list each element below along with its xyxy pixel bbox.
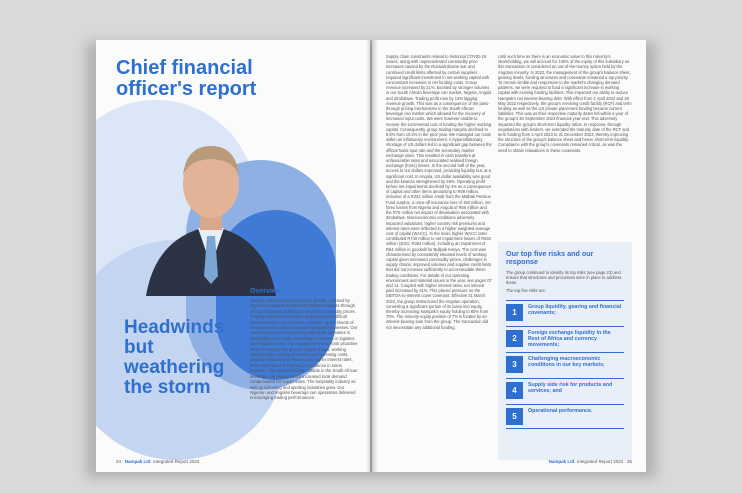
- risk-item: [506, 300, 624, 324]
- footer-report: Integrated Report 2022: [576, 459, 624, 464]
- risk-intro: The group continued to identify its top risks (see page 23) and ensure that structures and processes were in place to address these.: [506, 270, 622, 286]
- page-number: 34: [116, 459, 122, 464]
- risk-item: [506, 326, 624, 350]
- footer-company: Nampak Ltd: [124, 459, 151, 464]
- page-number: 35: [626, 459, 632, 464]
- risk-number: 5: [506, 408, 523, 425]
- footer-company: Nampak Ltd: [548, 459, 575, 464]
- risk-number: 3: [506, 356, 523, 373]
- right-column-text: Until such time as there is an economic value to this minority's shareholding, we will account for 100% of the equity of this subsidiary as this transaction is considered an out-of-the-money option held by the Angolan minority. In 2022, the management of the group's balance sheet, gearing levels, funding structures and covenants remained a top priority. To remain nimble and responsive to the market's changing demand patterns, we were required to fund a significant increase in working capital with existing funding facilities. This impacted our ability to reduce Nampak's net interest-bearing debt. With effect from 1 April 2022 and 28 May 2022 respectively, the group's revolving credit facility (RCF) and term funding as well as the US private placement funding became current liabilities. This was as their respective maturity dates fell within a year of the group's 30 September 2022 financial year-end. This adversely impacted the group's short-term liquidity ratios. In response, through negotiations with lenders, we extended the maturity date of the RCF and term funding from 1 April 2023 to 31 December 2023, thereby improving the structure of the group's balance sheet and hence short-term liquidity. Compliance with the group's covenants remained critical, as was the need to obtain relaxations in these covenants.: [498, 54, 632, 153]
- risk-item: [506, 404, 624, 429]
- risk-item: [506, 352, 624, 376]
- risk-text: Challenging macroeconomic conditions in our key markets;: [528, 356, 605, 368]
- risk-text: Group liquidity, gearing and financial covenants;: [528, 304, 622, 316]
- risk-item: [506, 378, 624, 402]
- risk-intro-list: The top five risks are:: [506, 288, 547, 293]
- risk-title: Our top five risks and our response: [506, 249, 594, 266]
- cfo-portrait: [136, 126, 286, 296]
- risk-text: Supply side risk for products and services; and: [528, 382, 613, 394]
- headline: Headwinds but weathering the storm: [124, 317, 225, 398]
- overview-heading: Overview: [250, 288, 282, 295]
- page-title: Chief financial officer's report: [116, 57, 257, 100]
- left-page: [96, 40, 370, 472]
- book-gutter: [366, 40, 378, 472]
- right-page: [372, 40, 646, 472]
- risk-text: Foreign exchange liquidity in the Rest of Africa and currency movements;: [528, 330, 611, 348]
- right-footer: [549, 459, 632, 464]
- risk-text: Operational performance.: [528, 408, 593, 414]
- risk-number: 1: [506, 304, 523, 321]
- left-footer: [116, 459, 199, 464]
- left-column-text: Supply chain constraints related to historical COVID-19 issues, along with unprecedented commodity price increases caused by the Russia/Ukraine war and continued credit limits affected by certain suppliers required significant investment in net working capital with concomitant increases in net funding costs. Group revenue increased by 21%, boosted by stronger volumes in our South African beverage can market, Nigeria, Angola and Zimbabwe. Trading profit rose by 13% lagging revenue growth. This was as a consequence of the pass-through pricing mechanisms in the South African beverage can market which allowed for the recovery of increased input costs. We were however unable to recover the incremental cost of funding the higher working capital. Consequently, group trading margins declined to 8.9% from 10.2% in the prior year. We managed our costs within an inflationary environment. A hyperinflationary shortage of US dollars led to a significant gap between the official Naira spot rate and the secondary market exchange rates. This resulted in cash transfers at unfavourable rates and associated realised foreign exchange (forex) losses. In the second half of the year, access to US dollars improved, providing liquidity but, at a significant cost. In Angola, US dollar availability was good and the kwanza strengthened by 39%. Operating profit before net impairments declined by 4% as a consequence of capital and other items amounting to R09 million, inclusive of a R222 million credit from the Malbak Pension Fund surplus, a once-off insurance loss of 150 million, net forex losses from Nigeria and Angola of R56 million and the R70 million net impact of devaluation associated with Zimbabwe. Macroeconomic conditions adversely impacted valuations; higher country risk premiums and interest rates were reflected in a higher weighted average cost of capital (WACC). In the main, higher WACC rates contributed R740 million to net impairment losses of R632 million (2021: R394 million), including an impairment of R64 million in goodwill for Bullpak Kenya. The cost was characterised by consistently elevated levels of working capital given increased commodity prices, challenges in supply chains, improved volumes and supplier credit limits that did not increase sufficiently to accommodate these trading conditions. For details of our operating environment and material issues in the year, see pages 07 and 14. Coupled with higher interest rates, net interest paid increased by 21%. This placed pressure on the EBITDA-to-interest cover covenant. Effective 31 March 2022, the group restructured the Angolan operation, converting a significant portion of its loans into equity, thereby increasing Nampak's equity holding to 80% from 70%. The minority equity position of 7% is funded by an interest-bearing loan from the group. The transaction did not necessitate any additional funding.: [386, 54, 492, 330]
- risk-number: 4: [506, 382, 523, 399]
- overview-text: Nampak delivered strong revenue growth, assisted by improved volumes in selected markets and pass-through pricing mechanisms linked to elevated commodity prices. Trading conditions remained challenging in a difficult macroeconomic environment. However, green shoots of recovery were evident in certain Nampak businesses. Our cash of sales was impacted by significant increases in commodity prices with concomitant increases in logistics and shipping costs. The management team took proactive steps to manage the group's supply chains, working capital levels, funding structures and operating costs. Despite inflationary pressures and higher interest rates, there were signs of improving confidence in some markets. This was particularly notable in the South African beverage can market which increased local demand compensated for export sales. The hospitality industry as well as schooling and sporting industries grew. Our Nigerian and Angolan beverage can operations delivered encouraging trading performances.: [250, 298, 358, 401]
- risk-number: 2: [506, 330, 523, 347]
- risk-panel: [498, 242, 632, 460]
- footer-report: Integrated Report 2022: [153, 459, 200, 464]
